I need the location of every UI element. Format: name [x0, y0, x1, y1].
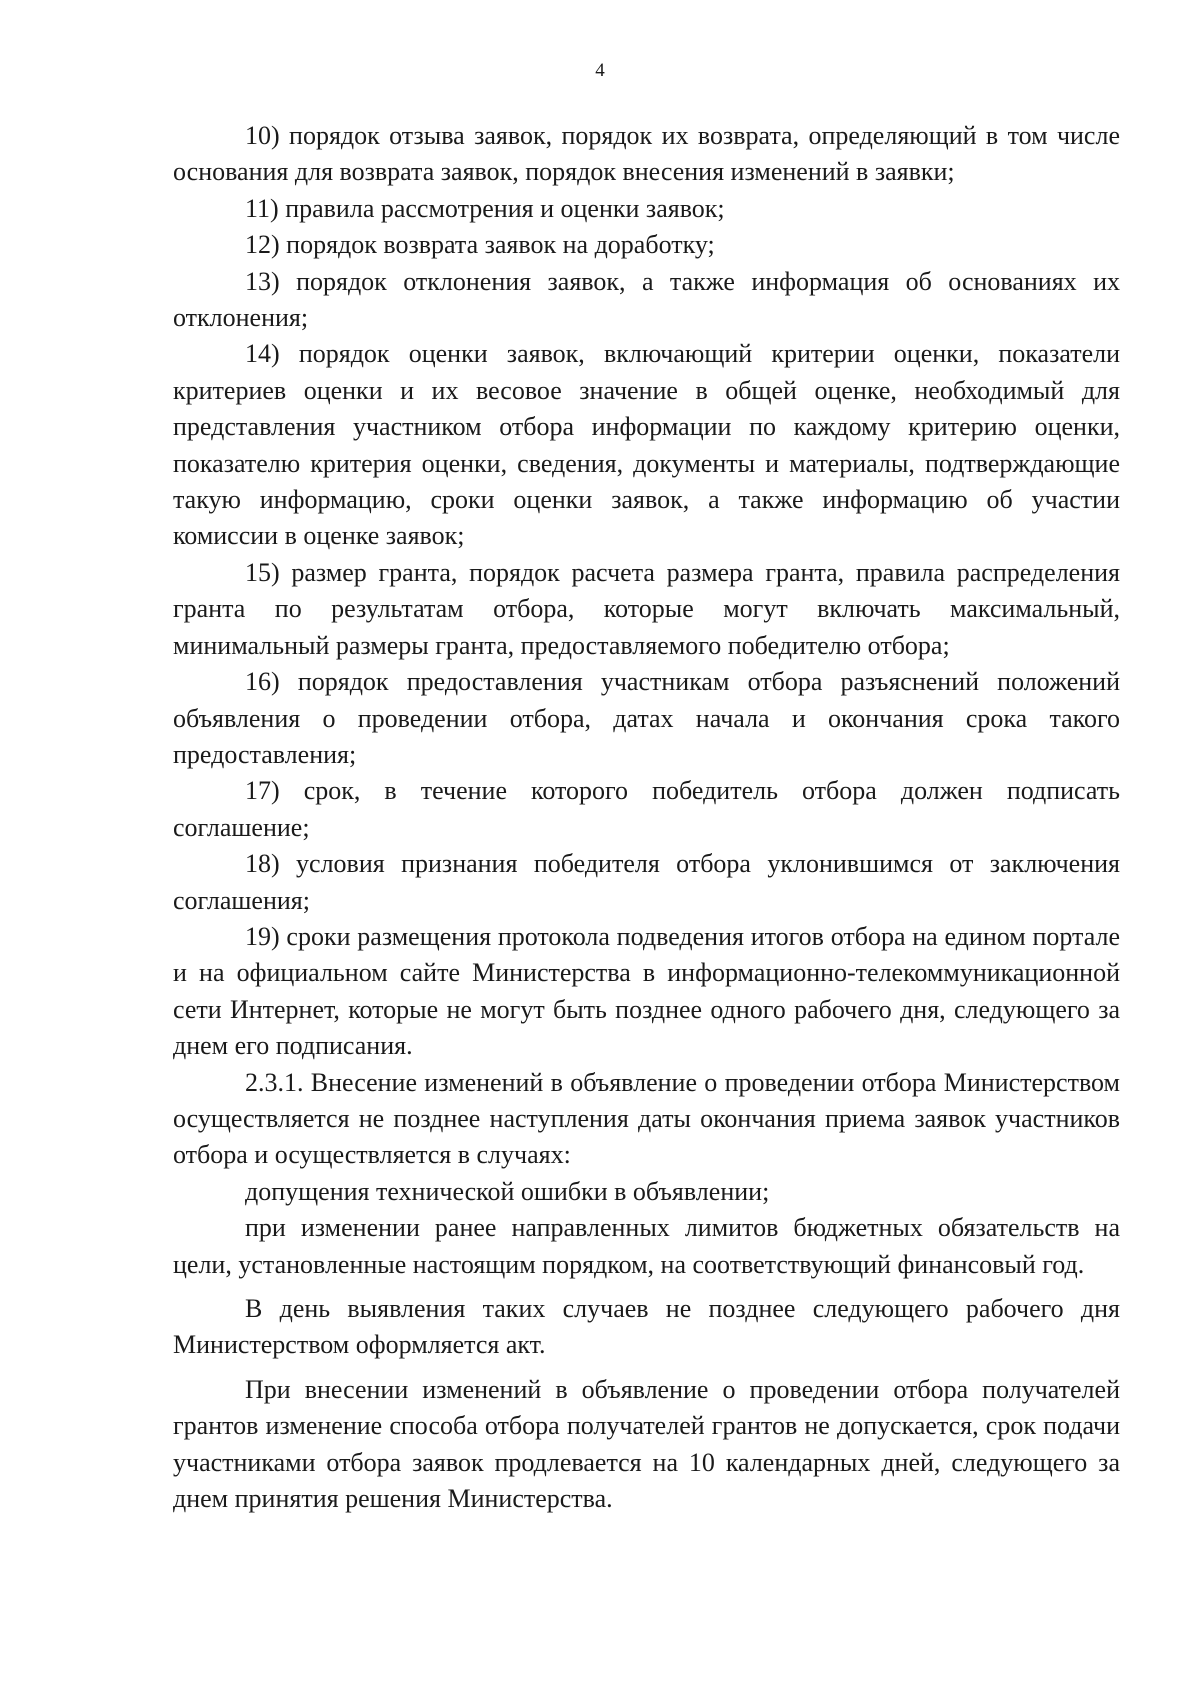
paragraph-item-16: 16) порядок предоставления участникам отбора разъяснений положений объявления о проведении отбора, датах начала и окончания срока такого предоставления;: [173, 667, 1120, 769]
paragraph-item-15: 15) размер гранта, порядок расчета размера гранта, правила распределения гранта по результатам отбора, которые могут включать максимальный, минимальный размеры гранта, предоставляемого победителю отбора;: [173, 557, 1120, 660]
paragraph-section-2-3-1: 2.3.1. Внесение изменений в объявление о проведении отбора Министерством осуществляется не позднее наступления даты окончания приема заявок участников отбора и осуществляется в случаях:: [173, 1067, 1120, 1170]
paragraph-item-13: 13) порядок отклонения заявок, а также информация об основаниях их отклонения;: [173, 266, 1120, 333]
paragraph-item-11: 11) правила рассмотрения и оценки заявок;: [245, 193, 725, 223]
paragraph-item-19: 19) сроки размещения протокола подведения итогов отбора на едином портале и на официальном сайте Министерства в информационно-телекоммуникационной сети Интернет, которые не могут быть позднее одного рабочего дня, следующего за днем его подписания.: [173, 921, 1120, 1061]
document-body: [173, 118, 1120, 1517]
paragraph-act-registration: В день выявления таких случаев не позднее следующего рабочего дня Министерством оформляется акт.: [173, 1294, 1120, 1360]
paragraph-item-10: 10) порядок отзыва заявок, порядок их возврата, определяющий в том числе основания для возврата заявок, порядок внесения изменений в заявки;: [173, 121, 1120, 187]
paragraph-case-technical-error: допущения технической ошибки в объявлении;: [245, 1176, 770, 1206]
paragraph-item-14: 14) порядок оценки заявок, включающий критерии оценки, показатели критериев оценки и их весовое значение в общей оценке, необходимый для представления участником отбора информации по каждому критерию оценки, показателю критерия оценки, сведения, документы и материалы, подтверждающие такую информацию, сроки оценки заявок, а также информацию об участии комиссии в оценке заявок;: [173, 339, 1120, 551]
paragraph-item-18: 18) условия признания победителя отбора уклонившимся от заключения соглашения;: [173, 849, 1120, 915]
paragraph-item-12: 12) порядок возврата заявок на доработку;: [245, 230, 715, 260]
page-number: 4: [595, 60, 605, 81]
paragraph-item-17: 17) срок, в течение которого победитель отбора должен подписать соглашение;: [173, 776, 1120, 842]
paragraph-deadline-extension: При внесении изменений в объявление о проведении отбора получателей грантов изменение способа отбора получателей грантов не допускается, срок подачи участниками отбора заявок продлевается на 10 календарных дней, следующего за днем принятия решения Министерства.: [173, 1374, 1120, 1514]
paragraph-case-limits-change: при изменении ранее направленных лимитов бюджетных обязательств на цели, установленные настоящим порядком, на соответствующий финансовый год.: [173, 1213, 1120, 1279]
